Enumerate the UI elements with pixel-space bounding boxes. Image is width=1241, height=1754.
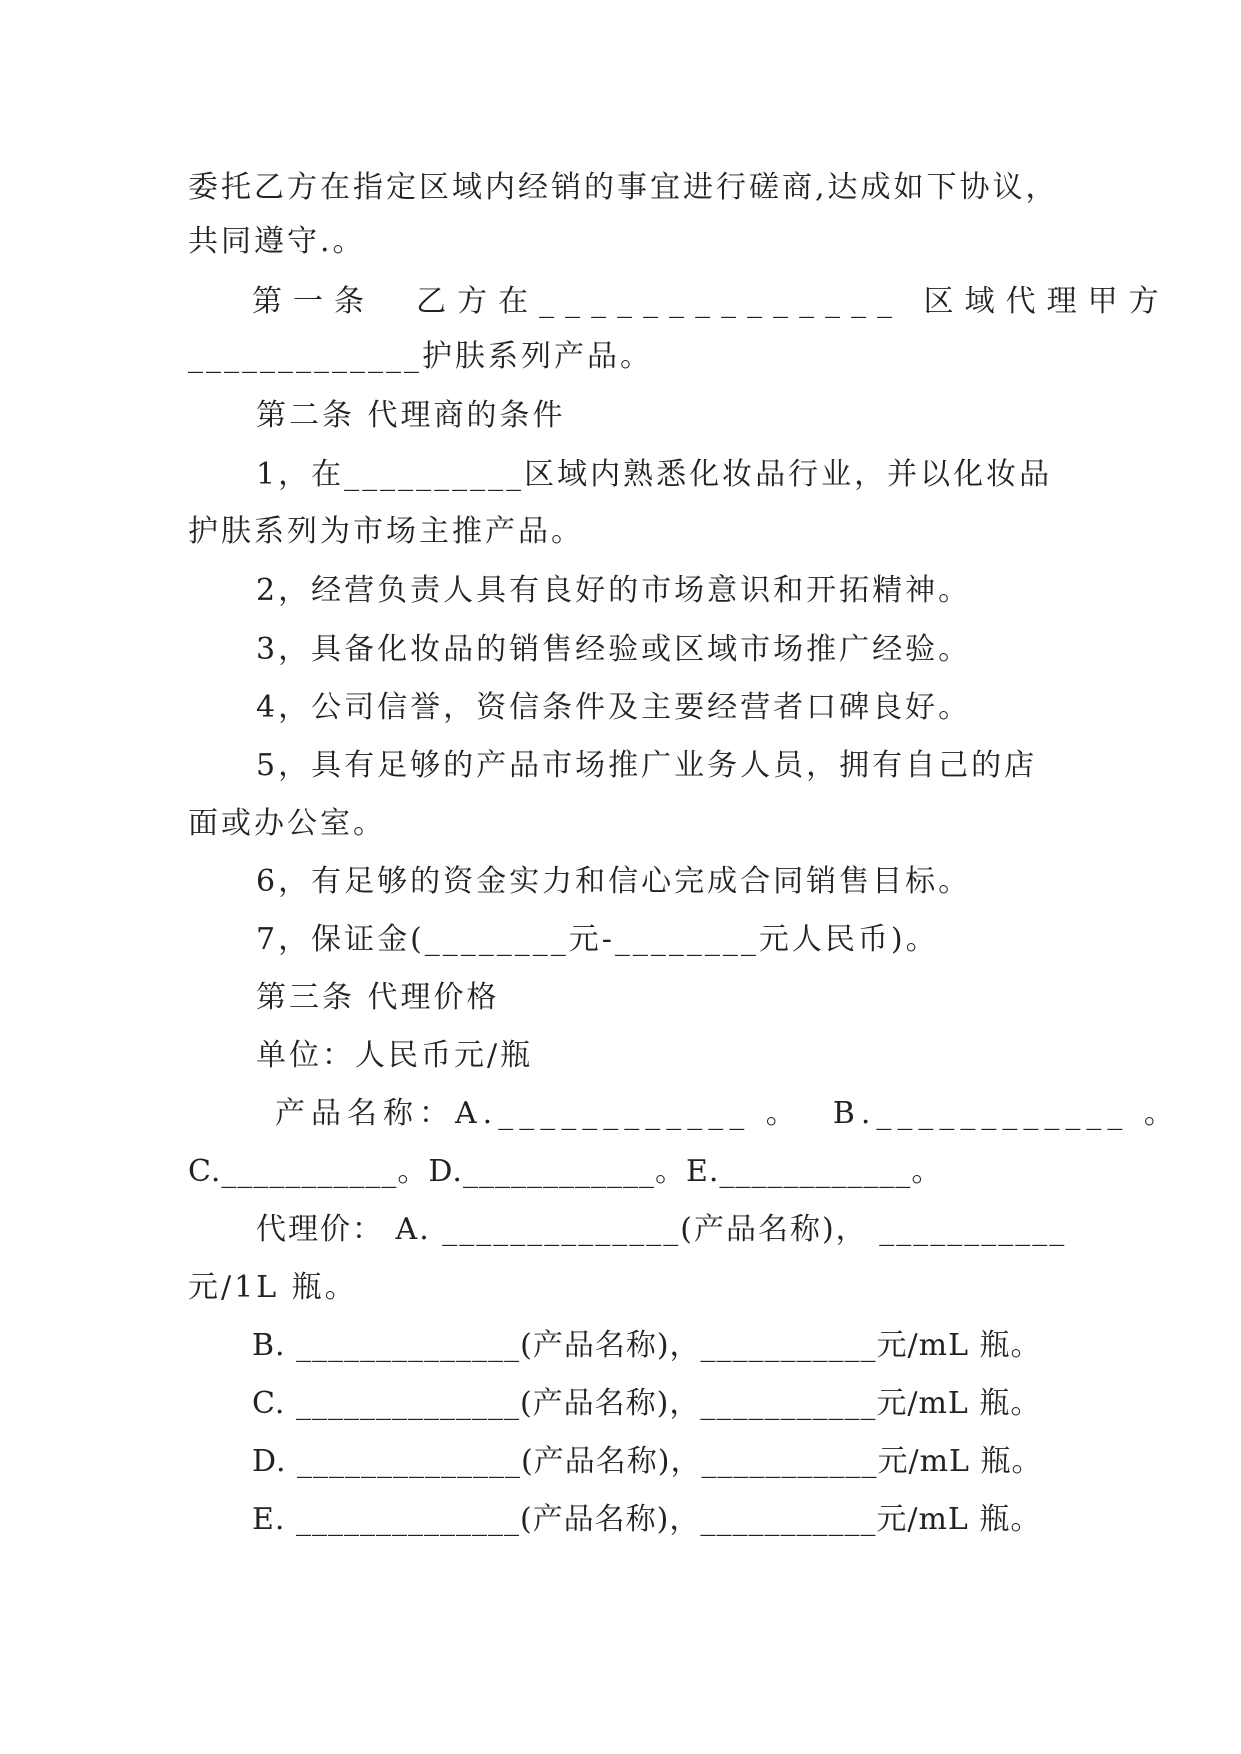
text-line: 面或办公室。	[188, 806, 386, 841]
text-line: E. ______________(产品名称)，___________元/mL 瓶。	[252, 1502, 1042, 1537]
text-line: 产品名称：A.____________ 。 B.____________ 。	[275, 1096, 1180, 1131]
text-line: D. ______________(产品名称)，___________元/mL 瓶。	[252, 1444, 1043, 1479]
text-line: 护肤系列为市场主推产品。	[188, 514, 584, 549]
text-line: 7，保证金(________元-________元人民币)。	[256, 922, 939, 957]
text-line: 元/1L 瓶。	[188, 1270, 358, 1305]
text-line: 单位：人民币元/瓶	[256, 1038, 534, 1073]
text-line: B. ______________(产品名称)，___________元/mL 瓶。	[252, 1328, 1042, 1363]
text-line: 代理价： A. ______________(产品名称)， ___________	[256, 1212, 1067, 1247]
text-line: 委托乙方在指定区域内经销的事宜进行磋商,达成如下协议，	[188, 170, 1059, 205]
text-line: C. ______________(产品名称)，___________元/mL 瓶。	[252, 1386, 1042, 1421]
text-line: 2，经营负责人具有良好的市场意识和开拓精神。	[256, 573, 972, 608]
text-line: 4，公司信誉，资信条件及主要经营者口碑良好。	[256, 690, 972, 725]
text-line: 共同遵守.。	[188, 224, 366, 259]
text-line: 3，具备化妆品的销售经验或区域市场推广经验。	[256, 632, 972, 667]
text-line: 5，具有足够的产品市场推广业务人员，拥有自己的店	[256, 748, 1038, 783]
text-line: 6，有足够的资金实力和信心完成合同销售目标。	[256, 864, 972, 899]
text-line: 1，在__________区域内熟悉化妆品行业，并以化妆品	[256, 457, 1053, 492]
text-line: _____________护肤系列产品。	[188, 339, 653, 374]
article-3-heading: 第三条 代理价格	[256, 980, 500, 1015]
article-1-heading: 第一条 乙方在______________ 区域代理甲方	[252, 284, 1170, 319]
text-line: C.___________。D.____________。E.____________。	[188, 1154, 943, 1189]
article-2-heading: 第二条 代理商的条件	[256, 398, 566, 433]
